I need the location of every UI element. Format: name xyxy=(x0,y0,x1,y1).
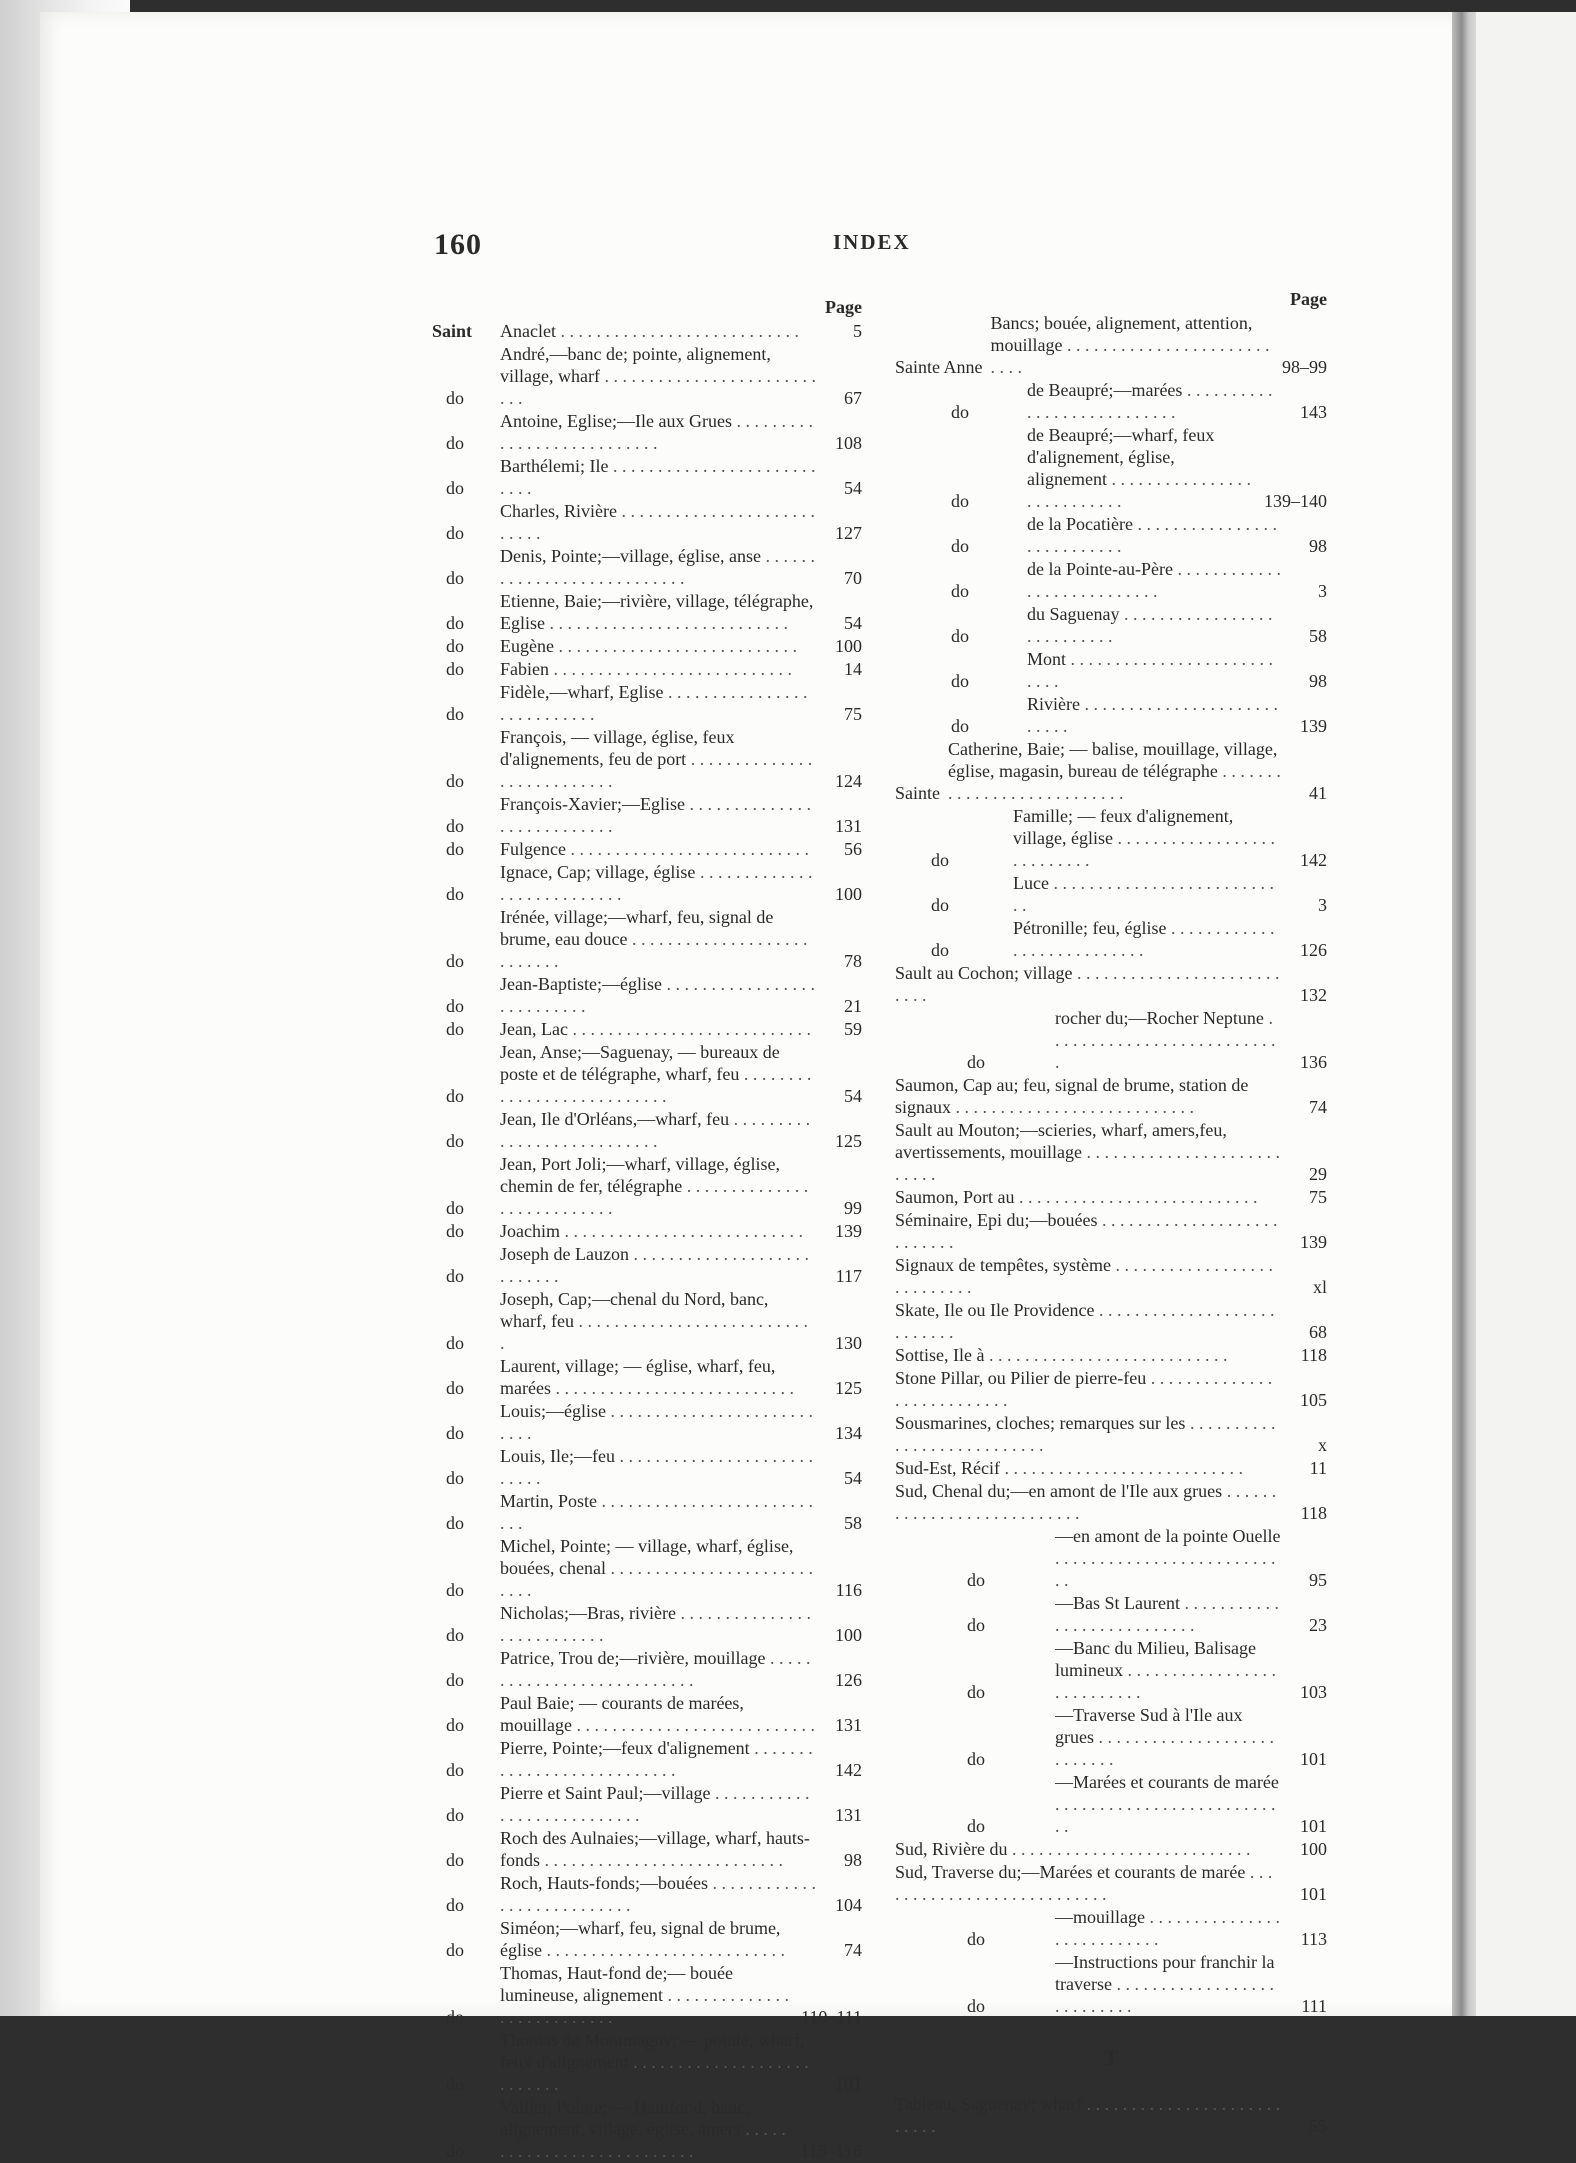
entry-text: Joachim . . . xyxy=(500,1220,822,1242)
entry-page: 127 xyxy=(835,523,862,543)
entry-page: 67 xyxy=(844,388,862,408)
entry-text: Pétronille; feu, église . . . xyxy=(1013,917,1287,961)
entry-text: Catherine, Baie; — balise, mouillage, village, église, magasin, bureau de télégraphe . . . xyxy=(948,738,1287,804)
entry-prefix: do xyxy=(446,951,464,971)
entry-prefix: do xyxy=(446,1895,464,1915)
index-entry xyxy=(895,1592,1327,1636)
index-entry xyxy=(895,1299,1327,1343)
entry-prefix: do xyxy=(446,1625,464,1645)
background-right xyxy=(1476,12,1576,2016)
entry-page: 54 xyxy=(844,478,862,498)
entry-prefix: do xyxy=(931,850,949,870)
entry-page: 136 xyxy=(1300,1052,1327,1072)
index-entry xyxy=(895,1637,1327,1703)
entry-text: Michel, Pointe; — village, wharf, église, bouées, chenal . . . xyxy=(500,1535,822,1601)
entry-text: Jean, Port Joli;—wharf, village, église, chemin de fer, télégraphe . . . xyxy=(500,1153,822,1219)
entry-page: 29 xyxy=(1309,1164,1327,1184)
entry-page: 98 xyxy=(1309,671,1327,691)
entry-prefix: Sainte Anne xyxy=(895,357,983,377)
entry-prefix: do xyxy=(446,659,464,679)
entry-page: 139 xyxy=(1300,1232,1327,1252)
entry-text: Fabien . . . xyxy=(500,658,822,680)
entry-prefix: do xyxy=(967,1615,985,1635)
entry-text: Sud, Traverse du;—Marées et courants de marée . . . xyxy=(895,1861,1287,1905)
page-number: 160 xyxy=(434,228,482,261)
column-heading-page: Page xyxy=(825,297,862,317)
entry-page: 55 xyxy=(1309,2116,1327,2136)
entry-prefix: do xyxy=(446,1513,464,1533)
index-column-left xyxy=(432,296,862,2163)
entry-page: xl xyxy=(1312,1277,1327,1297)
entry-prefix: do xyxy=(446,2007,464,2027)
entry-text: Saumon, Port au . . . xyxy=(895,1186,1287,1208)
entry-prefix: do xyxy=(446,884,464,904)
entry-text: Sault au Cochon; village . . . xyxy=(895,962,1287,1006)
entry-text: Vallier, Pointe; — Hautfond, banc, alignement, village, église, amers . . . xyxy=(500,2096,800,2162)
index-entry xyxy=(895,513,1327,557)
entry-text: François, — village, église, feux d'alignements, feu de port . . . xyxy=(500,726,822,792)
index-entry xyxy=(895,1344,1327,1366)
entry-page: 54 xyxy=(844,1468,862,1488)
entry-prefix: do xyxy=(967,1052,985,1072)
index-entry xyxy=(432,861,862,905)
entry-text: Denis, Pointe;—village, église, anse . . . xyxy=(500,545,822,589)
entry-prefix: do xyxy=(967,1996,985,2016)
entry-page: x xyxy=(1318,1435,1327,1455)
entry-page: 110–111 xyxy=(801,2007,862,2027)
entry-text: Pierre et Saint Paul;—village . . . xyxy=(500,1782,822,1826)
entry-page: 103 xyxy=(1300,1682,1327,1702)
entry-page: 11 xyxy=(1309,1458,1327,1478)
index-entry xyxy=(432,1355,862,1399)
index-entry xyxy=(432,343,862,409)
page-edge-right xyxy=(1452,12,1476,2016)
entry-text: de la Pointe-au-Père . . . xyxy=(1027,558,1287,602)
index-entry xyxy=(895,1838,1327,1860)
entry-page: 74 xyxy=(1309,1097,1327,1117)
entry-text: Paul Baie; — courants de marées, mouillage . . . xyxy=(500,1692,822,1736)
entry-prefix: do xyxy=(951,402,969,422)
entry-page: 59 xyxy=(844,1019,862,1039)
index-entry xyxy=(895,805,1327,871)
entry-prefix: Saint xyxy=(432,321,473,341)
entry-prefix: do xyxy=(446,1131,464,1151)
entry-prefix: do xyxy=(951,536,969,556)
entry-page: 124 xyxy=(835,771,862,791)
entry-text: du Saguenay . . . xyxy=(1027,603,1287,647)
entry-prefix: do xyxy=(446,1580,464,1600)
entry-page: 101 xyxy=(835,2074,862,2094)
entry-text: Tableau, Saguenay; wharf . . . xyxy=(895,2093,1287,2137)
index-entry xyxy=(432,973,862,1017)
entry-text: Ignace, Cap; village, église . . . xyxy=(500,861,822,905)
entry-text: Jean, Lac . . . xyxy=(500,1018,822,1040)
entry-prefix: do xyxy=(951,581,969,601)
index-entry xyxy=(432,681,862,725)
entry-text: Signaux de tempêtes, système . . . xyxy=(895,1254,1287,1298)
index-entry xyxy=(432,1108,862,1152)
index-entry xyxy=(895,1906,1327,1950)
index-entry xyxy=(432,590,862,634)
index-entry xyxy=(895,1771,1327,1837)
index-entry xyxy=(895,2093,1327,2137)
entry-prefix: do xyxy=(446,1423,464,1443)
entry-prefix: do xyxy=(446,1850,464,1870)
entry-text: —en amont de la pointe Ouelle . . . xyxy=(1055,1525,1287,1591)
entry-page: 100 xyxy=(1300,1839,1327,1859)
entry-page: 126 xyxy=(1300,940,1327,960)
entry-text: Roch des Aulnaies;—village, wharf, hauts-fonds . . . xyxy=(500,1827,822,1871)
entry-text: Nicholas;—Bras, rivière . . . xyxy=(500,1602,822,1646)
entry-text: Roch, Hauts-fonds;—bouées . . . xyxy=(500,1872,822,1916)
entry-prefix: do xyxy=(967,1749,985,1769)
entry-text: François-Xavier;—Eglise . . . xyxy=(500,793,822,837)
entry-page: 3 xyxy=(1318,895,1327,915)
entry-page: 99 xyxy=(844,1198,862,1218)
entry-page: 125 xyxy=(835,1131,862,1151)
entry-prefix: do xyxy=(446,771,464,791)
index-entry xyxy=(432,545,862,589)
entry-page: 132 xyxy=(1300,985,1327,1005)
entry-text: —Traverse Sud à l'Ile aux grues . . . xyxy=(1055,1704,1287,1770)
index-entry xyxy=(432,320,862,342)
entry-prefix: do xyxy=(446,1378,464,1398)
entry-prefix: do xyxy=(967,1570,985,1590)
entry-page: 117 xyxy=(835,1266,862,1286)
index-entry xyxy=(895,1704,1327,1770)
entry-page: 118 xyxy=(1300,1503,1327,1523)
index-entry xyxy=(895,1254,1327,1298)
entry-text: Sault au Mouton;—scieries, wharf, amers,feu, avertissements, mouillage . . . xyxy=(895,1119,1287,1185)
section-letter: T xyxy=(1103,2045,1119,2070)
index-entry xyxy=(895,1367,1327,1411)
entry-page: 98 xyxy=(844,1850,862,1870)
entry-page: 101 xyxy=(1300,1816,1327,1836)
index-entry xyxy=(432,1535,862,1601)
entry-page: 108 xyxy=(835,433,862,453)
entry-page: 54 xyxy=(844,613,862,633)
entry-page: 131 xyxy=(835,816,862,836)
entry-prefix: do xyxy=(446,613,464,633)
entry-prefix: do xyxy=(446,2074,464,2094)
column-heading-page: Page xyxy=(1290,289,1327,309)
entry-text: Sousmarines, cloches; remarques sur les . . . xyxy=(895,1412,1287,1456)
index-entry xyxy=(432,1737,862,1781)
entry-prefix: do xyxy=(446,636,464,656)
entry-text: Luce . . . xyxy=(1013,872,1287,916)
entry-page: 118 xyxy=(1300,1345,1327,1365)
entry-text: Thomas de Montmagny; — pointe, wharf, feux d'alignement . . . xyxy=(500,2029,822,2095)
entry-text: Antoine, Eglise;—Ile aux Grues . . . xyxy=(500,410,822,454)
entry-page: 74 xyxy=(844,1940,862,1960)
entry-prefix: do xyxy=(446,704,464,724)
index-entry xyxy=(432,906,862,972)
entry-text: Mont . . . xyxy=(1027,648,1287,692)
entry-prefix: do xyxy=(446,1468,464,1488)
entry-prefix: do xyxy=(446,1805,464,1825)
entry-page: 14 xyxy=(844,659,862,679)
entry-page: 41 xyxy=(1309,783,1327,803)
entry-prefix: do xyxy=(951,716,969,736)
entry-text: Joseph, Cap;—chenal du Nord, banc, wharf, feu . . . xyxy=(500,1288,822,1354)
index-entry xyxy=(895,1480,1327,1524)
entry-page: 105 xyxy=(1300,1390,1327,1410)
index-entry xyxy=(895,603,1327,647)
index-entry xyxy=(432,838,862,860)
entry-page: 98–99 xyxy=(1282,357,1327,377)
entry-text: —Instructions pour franchir la traverse . . . xyxy=(1055,1951,1287,2017)
index-entry xyxy=(432,1288,862,1354)
entry-text: Jean, Anse;—Saguenay, — bureaux de poste et de télégraphe, wharf, feu . . . xyxy=(500,1041,822,1107)
entry-text: —mouillage . . . xyxy=(1055,1906,1287,1950)
index-entry xyxy=(895,1209,1327,1253)
entry-page: 75 xyxy=(844,704,862,724)
entry-text: Skate, Ile ou Ile Providence . . . xyxy=(895,1299,1287,1343)
index-entry xyxy=(432,726,862,792)
index-entries-after-section xyxy=(895,2093,1327,2137)
entry-page: 101 xyxy=(1300,1884,1327,1904)
entry-text: Thomas, Haut-fond de;— bouée lumineuse, alignement . . . xyxy=(500,1962,801,2028)
index-entry xyxy=(432,500,862,544)
entry-text: Fulgence . . . xyxy=(500,838,822,860)
entry-page: 139 xyxy=(835,1221,862,1241)
index-entry xyxy=(432,2096,862,2162)
index-entry xyxy=(895,1861,1327,1905)
index-entry xyxy=(895,1525,1327,1591)
index-entry xyxy=(895,1457,1327,1479)
index-entry xyxy=(432,1917,862,1961)
index-entries-left xyxy=(432,320,862,2162)
entry-page: 54 xyxy=(844,1086,862,1106)
entry-prefix: do xyxy=(951,491,969,511)
entry-page: 104 xyxy=(835,1895,862,1915)
entry-prefix: do xyxy=(446,433,464,453)
index-entry xyxy=(432,1647,862,1691)
index-entry xyxy=(432,1872,862,1916)
entry-page: 75 xyxy=(1309,1187,1327,1207)
index-entry xyxy=(895,917,1327,961)
entry-prefix: do xyxy=(951,671,969,691)
entry-page: 100 xyxy=(835,1625,862,1645)
entry-text: Louis, Ile;—feu . . . xyxy=(500,1445,822,1489)
entry-prefix: do xyxy=(446,996,464,1016)
index-entry xyxy=(432,1018,862,1040)
entry-page: 58 xyxy=(1309,626,1327,646)
entry-prefix: do xyxy=(446,1221,464,1241)
index-entry xyxy=(895,1074,1327,1118)
entry-page: 142 xyxy=(1300,850,1327,870)
index-entry xyxy=(895,1007,1327,1073)
index-entry xyxy=(432,1041,862,1107)
index-entry xyxy=(432,1692,862,1736)
entry-text: Jean-Baptiste;—église . . . xyxy=(500,973,822,1017)
entry-prefix: do xyxy=(446,1670,464,1690)
entry-prefix: do xyxy=(446,1333,464,1353)
index-entry xyxy=(895,1119,1327,1185)
index-entry xyxy=(432,658,862,680)
entry-page: 116 xyxy=(835,1580,862,1600)
entry-page: 101 xyxy=(1300,1749,1327,1769)
entry-prefix: do xyxy=(967,1929,985,1949)
index-entry xyxy=(432,1400,862,1444)
index-entry xyxy=(432,455,862,499)
index-entry xyxy=(432,1782,862,1826)
entry-prefix: do xyxy=(446,816,464,836)
entry-prefix: do xyxy=(446,2141,464,2161)
entry-page: 70 xyxy=(844,568,862,588)
index-entry xyxy=(432,635,862,657)
entry-page: 126 xyxy=(835,1670,862,1690)
index-entries-right xyxy=(895,312,1327,2017)
index-entry xyxy=(432,1445,862,1489)
entry-text: Rivière . . . xyxy=(1027,693,1287,737)
entry-text: Saumon, Cap au; feu, signal de brume, station de signaux . . . xyxy=(895,1074,1287,1118)
entry-text: Charles, Rivière . . . xyxy=(500,500,822,544)
index-entry xyxy=(895,379,1327,423)
entry-page: 113 xyxy=(1300,1929,1327,1949)
entry-page: 142 xyxy=(835,1760,862,1780)
index-entry xyxy=(895,558,1327,602)
entry-page: 139 xyxy=(1300,716,1327,736)
entry-page: 78 xyxy=(844,951,862,971)
index-entry xyxy=(895,1186,1327,1208)
entry-page: 131 xyxy=(835,1805,862,1825)
entry-prefix: do xyxy=(446,1198,464,1218)
entry-text: Barthélemi; Ile . . . xyxy=(500,455,822,499)
entry-text: de Beaupré;—wharf, feux d'alignement, église, alignement . . . xyxy=(1027,424,1264,512)
entry-text: Louis;—église . . . xyxy=(500,1400,822,1444)
index-entry xyxy=(895,1412,1327,1456)
index-entry xyxy=(432,1153,862,1219)
entry-text: Joseph de Lauzon . . . xyxy=(500,1243,822,1287)
entry-prefix: do xyxy=(967,1682,985,1702)
index-entry xyxy=(895,693,1327,737)
entry-text: Patrice, Trou de;—rivière, mouillage . . . xyxy=(500,1647,822,1691)
entry-prefix: do xyxy=(446,388,464,408)
entry-prefix: do xyxy=(951,626,969,646)
entry-prefix: do xyxy=(967,1816,985,1836)
entry-page: 56 xyxy=(844,839,862,859)
entry-text: Fidèle,—wharf, Eglise . . . xyxy=(500,681,822,725)
entry-prefix: Sainte xyxy=(895,783,940,803)
entry-text: Sottise, Ile à . . . xyxy=(895,1344,1287,1366)
entry-prefix: do xyxy=(446,1760,464,1780)
entry-page: 100 xyxy=(835,636,862,656)
entry-prefix: do xyxy=(446,1715,464,1735)
entry-text: Siméon;—wharf, feu, signal de brume, église . . . xyxy=(500,1917,822,1961)
index-entry xyxy=(895,872,1327,916)
index-entry xyxy=(432,1827,862,1871)
entry-page: 130 xyxy=(835,1333,862,1353)
index-entry xyxy=(432,1490,862,1534)
entry-text: Martin, Poste . . . xyxy=(500,1490,822,1534)
entry-prefix: do xyxy=(446,1266,464,1286)
entry-text: Anaclet . . . xyxy=(500,320,822,342)
entry-page: 134 xyxy=(835,1423,862,1443)
entry-text: Jean, Ile d'Orléans,—wharf, feu . . . xyxy=(500,1108,822,1152)
index-column-right xyxy=(895,288,1327,2138)
entry-prefix: do xyxy=(446,1086,464,1106)
entry-text: —Marées et courants de marée . . . xyxy=(1055,1771,1287,1837)
index-entry xyxy=(895,424,1327,512)
entry-text: Séminaire, Epi du;—bouées . . . xyxy=(895,1209,1287,1253)
index-entry xyxy=(432,1602,862,1646)
entry-page: 58 xyxy=(844,1513,862,1533)
entry-page: 131 xyxy=(835,1715,862,1735)
entry-page: 68 xyxy=(1309,1322,1327,1342)
entry-page: 95 xyxy=(1309,1570,1327,1590)
entry-text: André,—banc de; pointe, alignement, village, wharf . . . xyxy=(500,343,822,409)
entry-prefix: do xyxy=(446,568,464,588)
index-entry xyxy=(895,1951,1327,2017)
entry-text: Stone Pillar, ou Pilier de pierre-feu . . . xyxy=(895,1367,1287,1411)
entry-text: Pierre, Pointe;—feux d'alignement . . . xyxy=(500,1737,822,1781)
entry-page: 125 xyxy=(835,1378,862,1398)
entry-prefix: do xyxy=(931,895,949,915)
index-entry xyxy=(432,1962,862,2028)
entry-page: 139–140 xyxy=(1264,491,1327,511)
entry-prefix: do xyxy=(446,1940,464,1960)
entry-page: 23 xyxy=(1309,1615,1327,1635)
entry-page: 115–116 xyxy=(800,2141,862,2161)
index-entry xyxy=(895,312,1327,378)
entry-prefix: do xyxy=(446,839,464,859)
entry-text: Eugène . . . xyxy=(500,635,822,657)
index-entry xyxy=(895,738,1327,804)
entry-page: 5 xyxy=(853,321,862,341)
entry-text: Famille; — feux d'alignement, village, église . . . xyxy=(1013,805,1287,871)
entry-text: —Banc du Milieu, Balisage lumineux . . . xyxy=(1055,1637,1287,1703)
entry-text: Sud, Rivière du . . . xyxy=(895,1838,1287,1860)
entry-text: Sud-Est, Récif . . . xyxy=(895,1457,1287,1479)
index-entry xyxy=(432,1220,862,1242)
index-entry xyxy=(432,2029,862,2095)
entry-text: —Bas St Laurent . . . xyxy=(1055,1592,1287,1636)
index-entry xyxy=(895,648,1327,692)
running-head: INDEX xyxy=(833,230,911,254)
entry-text: Sud, Chenal du;—en amont de l'Ile aux grues . . . xyxy=(895,1480,1287,1524)
entry-text: Bancs; bouée, alignement, attention, mouillage . . . xyxy=(991,312,1283,378)
entry-prefix: do xyxy=(446,478,464,498)
index-entry xyxy=(432,410,862,454)
entry-page: 21 xyxy=(844,996,862,1016)
entry-text: Etienne, Baie;—rivière, village, télégraphe, Eglise . . . xyxy=(500,590,822,634)
entry-prefix: do xyxy=(931,940,949,960)
entry-text: Irénée, village;—wharf, feu, signal de brume, eau douce . . . xyxy=(500,906,822,972)
entry-prefix: do xyxy=(446,523,464,543)
entry-prefix: do xyxy=(446,1019,464,1039)
entry-page: 111 xyxy=(1301,1996,1327,2016)
entry-text: rocher du;—Rocher Neptune . . . xyxy=(1055,1007,1287,1073)
index-entry xyxy=(432,1243,862,1287)
entry-text: de Beaupré;—marées . . . xyxy=(1027,379,1287,423)
entry-text: Laurent, village; — église, wharf, feu, marées . . . xyxy=(500,1355,822,1399)
index-entry xyxy=(895,962,1327,1006)
entry-page: 3 xyxy=(1318,581,1327,601)
entry-page: 100 xyxy=(835,884,862,904)
entry-page: 98 xyxy=(1309,536,1327,556)
entry-page: 143 xyxy=(1300,402,1327,422)
index-entry xyxy=(432,793,862,837)
entry-text: de la Pocatière . . . xyxy=(1027,513,1287,557)
